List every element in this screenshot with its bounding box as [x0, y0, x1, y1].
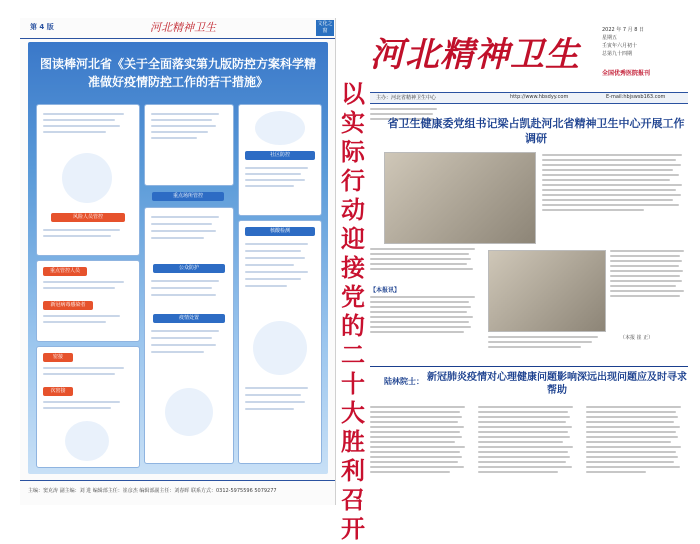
- poster-card: [238, 220, 322, 464]
- article-text-column: [370, 296, 480, 336]
- second-headline-block: [370, 366, 688, 399]
- poster-label: 社区防控: [245, 151, 315, 160]
- infographic-poster: [28, 42, 328, 474]
- left-page: [20, 18, 336, 505]
- editor-credits: 主编：窦克涛 副主编：刘 进 编辑部主任：崔彦杰 编辑部副主任：刘春晖 联系方式：0312-5975596 5079277: [28, 488, 277, 494]
- issue-weekday: 星期五: [602, 35, 618, 41]
- article-text-column: [488, 336, 604, 351]
- article-text-column: [542, 154, 688, 214]
- second-headline: 新冠肺炎疫情对心理健康问题影响深远出现问题应及时寻求帮助: [427, 372, 687, 396]
- people-illustration-icon: [62, 153, 112, 203]
- award-tag: 全国优秀医院报刊: [602, 70, 651, 77]
- doctor-illustration-icon: [255, 111, 305, 145]
- poster-label: 次密接: [43, 387, 73, 396]
- people-illustration-icon: [253, 321, 307, 375]
- article-text-column: [610, 250, 688, 300]
- poster-card: [144, 104, 234, 186]
- poster-label: 疫情处置: [153, 314, 225, 323]
- masthead-info-bar: [370, 92, 688, 104]
- right-page: [370, 18, 688, 505]
- page-number: 第 4 版: [30, 23, 54, 31]
- issue-info: [602, 26, 686, 58]
- main-headline: 省卫生健康委党组书记梁占凯赴河北省精神卫生中心开展工作调研: [387, 117, 685, 145]
- news-photo-group: [488, 250, 606, 332]
- website-link[interactable]: http://www.hbsdyy.com: [510, 94, 569, 100]
- lead-tag: 【本报讯】: [370, 287, 401, 294]
- poster-card: [36, 346, 140, 468]
- left-footer: [20, 480, 335, 506]
- poster-label: 公众防护: [153, 264, 225, 273]
- poster-title: 图读棒河北省《关于全面落实第九版防控方案科学精准做好疫情防控工作的若干措施》: [39, 57, 316, 89]
- byline: （本报 崔 正）: [620, 335, 654, 341]
- article-text-column: [370, 248, 480, 273]
- issue-date: 2022 年 7 月 8 日: [602, 27, 645, 33]
- vertical-slogan: [335, 70, 371, 543]
- poster-label: 核酸检测: [245, 227, 315, 236]
- poster-label: 重点场所管控: [152, 192, 224, 201]
- people-illustration-icon: [65, 421, 109, 461]
- email-link[interactable]: E-mail:hbjswsb163.com: [606, 94, 666, 100]
- issue-number: 总第九十四期: [602, 51, 633, 57]
- poster-label: 重点管控人员: [43, 267, 87, 276]
- poster-label: 新冠病毒感染者: [43, 301, 93, 310]
- issue-lunar-date: 壬寅年六月初十: [602, 43, 638, 49]
- host-org: 主办：河北省精神卫生中心: [376, 95, 437, 101]
- slogan-text: 以实际行动迎接党的二十大胜利召开: [341, 80, 365, 543]
- poster-card: [36, 260, 140, 342]
- headline-tag: 陆林院士：: [384, 377, 424, 386]
- poster-card: [238, 104, 322, 216]
- left-masthead-title: 河北精神卫生: [150, 21, 216, 34]
- poster-label: 风险人员管控: [51, 213, 125, 222]
- section-tag: 文化之窗: [317, 21, 333, 34]
- poster-card: [144, 207, 234, 464]
- article-text-column: [370, 406, 470, 476]
- poster-label: 密接: [43, 353, 73, 362]
- people-illustration-icon: [165, 388, 213, 436]
- article-text-column: [586, 406, 686, 476]
- left-masthead: [20, 18, 335, 39]
- news-photo-meeting: [384, 152, 536, 244]
- newspaper-logo: 河北精神卫生: [370, 35, 580, 75]
- article-text-column: [478, 406, 578, 476]
- poster-card: [36, 104, 140, 256]
